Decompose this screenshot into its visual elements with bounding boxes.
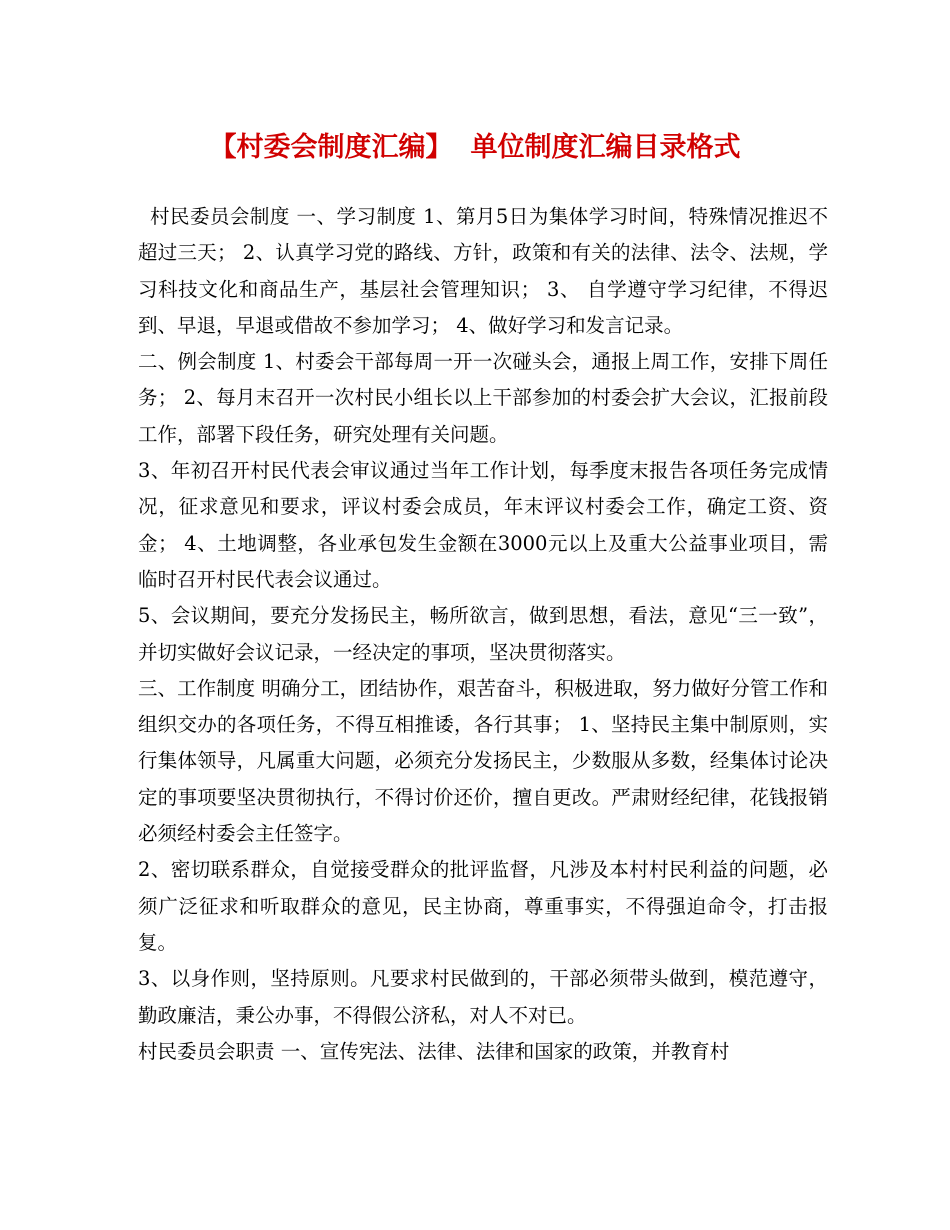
title-bracketed: 【村委会制度汇编】 <box>209 132 453 163</box>
paragraph: 三、工作制度 明确分工，团结协作，艰苦奋斗，积极进取，努力做好分管工作和组织交办的各项任务，不得互相推诿，各行其事； 1、坚持民主集中制原则，实行集体领导，凡属重大问题，必须充分发扬民主，少数服从多数，经集体讨论决定的事项要坚决贯彻执行，不得讨价还价，擅自更改。严肃财经纪律，花钱报销必须经村委会主任签字。 <box>138 676 828 846</box>
document-title <box>0 128 950 168</box>
paragraph: 村民委员会职责 一、宣传宪法、法律、法律和国家的政策，并教育村 <box>138 1039 730 1063</box>
paragraph: 3、年初召开村民代表会审议通过当年工作计划，每季度末报告各项任务完成情况，征求意见和要求，评议村委会成员，年末评议村委会工作，确定工资、资金； 4、土地调整，各业承包发生金额在3000元以上及重大公益事业项目，需临时召开村民代表会议通过。 <box>138 459 828 591</box>
paragraph: 二、例会制度 1、村委会干部每周一开一次碰头会，通报上周工作，安排下周任务； 2、每月末召开一次村民小组长以上干部参加的村委会扩大会议，汇报前段工作，部署下段任务，研究处理有关问题。 <box>138 350 828 446</box>
paragraph: 5、会议期间，要充分发扬民主，畅所欲言，做到思想，看法，意见“三一致”，并切实做好会议记录，一经决定的事项，坚决贯彻落实。 <box>138 604 828 664</box>
paragraph: 3、以身作则，坚持原则。凡要求村民做到的，干部必须带头做到，模范遵守，勤政廉洁，秉公办事，不得假公济私，对人不对已。 <box>138 967 828 1027</box>
paragraph: 村民委员会制度 一、学习制度 1、第月5日为集体学习时间，特殊情况推迟不超过三天； 2、认真学习党的路线、方针，政策和有关的法律、法令、法规，学习科技文化和商品生产，基层社会管理知识； 3、 自学遵守学习纪律，不得迟到、早退，早退或借故不参加学习； 4、做好学习和发言记录。 <box>138 205 828 337</box>
document-body <box>138 199 828 1070</box>
paragraph: 2、密切联系群众，自觉接受群众的批评监督，凡涉及本村村民利益的问题，必须广泛征求和听取群众的意见，民主协商，尊重事实，不得强迫命令，打击报复。 <box>138 858 828 954</box>
title-main: 单位制度汇编目录格式 <box>470 132 741 163</box>
